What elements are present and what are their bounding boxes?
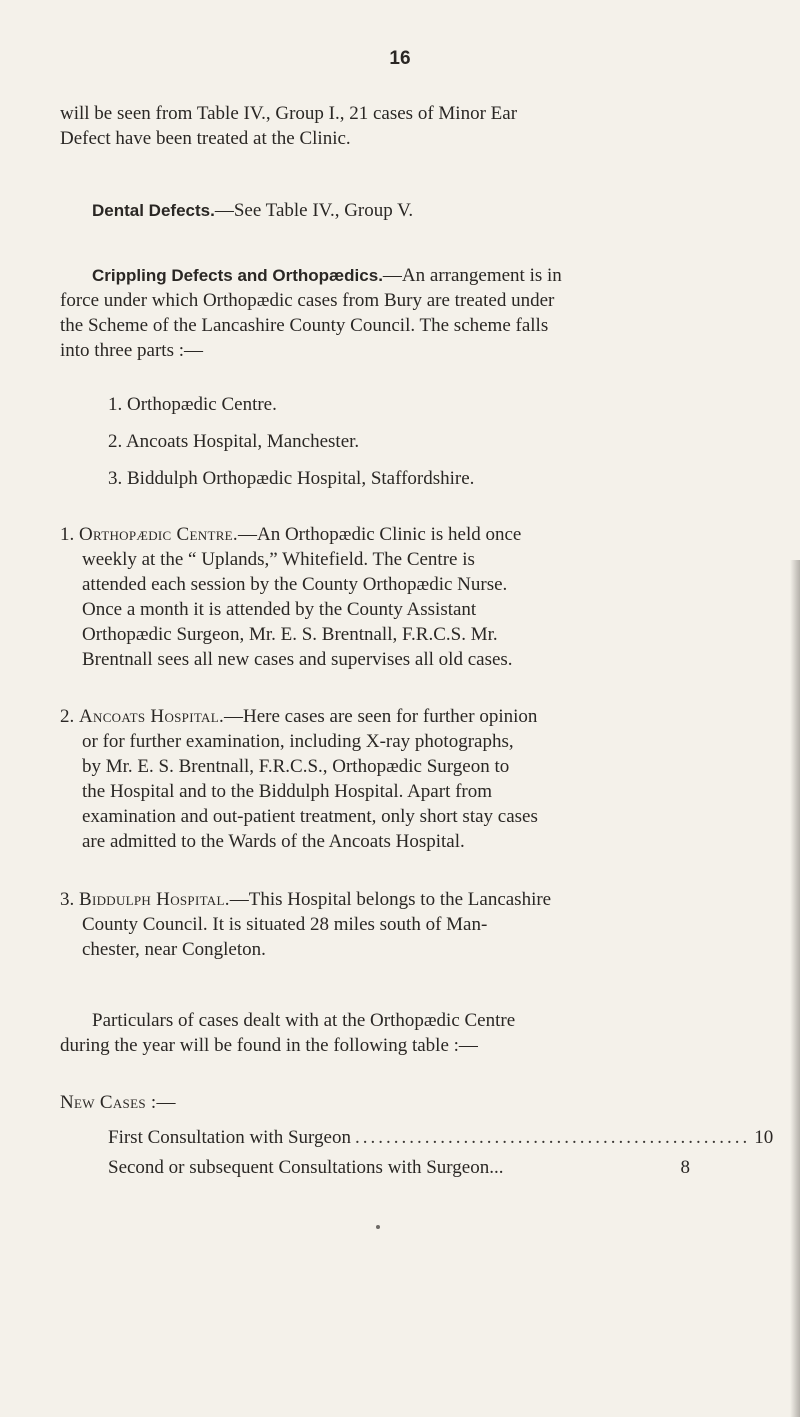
section-1-line-5: Orthopædic Surgeon, Mr. E. S. Brentnall, F.R.C.S. Mr. <box>82 624 498 645</box>
section-3-line-2: County Council. It is situated 28 miles south of Man- <box>82 914 488 935</box>
section-biddulph-hospital <box>60 887 750 962</box>
section-2-line-6: are admitted to the Wards of the Ancoats Hospital. <box>82 831 465 852</box>
section-2-line-5: examination and out-patient treatment, only short stay cases <box>82 806 538 827</box>
intro-line-2: Defect have been treated at the Clinic. <box>60 128 351 149</box>
intro-line-1: will be seen from Table IV., Group I., 21 cases of Minor Ear <box>60 103 518 124</box>
row-value: 8 <box>680 1157 690 1178</box>
section-1-number: 1. <box>60 524 75 545</box>
section-2-title: Ancoats Hospital. <box>79 706 225 727</box>
section-ancoats-hospital <box>60 704 750 854</box>
section-2-line-1: —Here cases are seen for further opinion <box>224 706 538 727</box>
section-3-title: Biddulph Hospital. <box>79 889 230 910</box>
paper-speck <box>376 1225 380 1229</box>
parts-list-item-2: 2. Ancoats Hospital, Manchester. <box>108 431 360 452</box>
intro-paragraph <box>60 101 750 151</box>
new-cases-row-first-consultation <box>108 1125 774 1150</box>
section-1-line-1: —An Orthopædic Clinic is held once <box>237 524 522 545</box>
parts-list-item-1: 1. Orthopædic Centre. <box>108 394 277 415</box>
section-2-line-3: by Mr. E. S. Brentnall, F.R.C.S., Orthopædic Surgeon to <box>82 756 510 777</box>
section-3-line-1: —This Hospital belongs to the Lancashire <box>229 889 552 910</box>
page-number: 16 <box>389 48 411 69</box>
section-1-line-2: weekly at the “ Uplands,” Whitefield. The Centre is <box>82 549 475 570</box>
dental-defects-text: —See Table IV., Group V. <box>214 200 414 221</box>
crippling-line-4: into three parts :— <box>60 340 203 361</box>
particulars-line-1: Particulars of cases dealt with at the Orthopædic Centre <box>92 1010 516 1031</box>
new-cases-heading: New Cases :— <box>60 1092 176 1113</box>
crippling-line-2: force under which Orthopædic cases from Bury are treated under <box>60 290 555 311</box>
section-1-line-4: Once a month it is attended by the County Assistant <box>82 599 477 620</box>
section-2-number: 2. <box>60 706 75 727</box>
section-1-line-3: attended each session by the County Orthopædic Nurse. <box>82 574 508 595</box>
section-2-line-4: the Hospital and to the Biddulph Hospital. Apart from <box>82 781 493 802</box>
section-3-line-3: chester, near Congleton. <box>82 939 266 960</box>
section-orthopaedic-centre <box>60 522 750 672</box>
particulars-paragraph <box>60 1008 750 1058</box>
row-label: Second or subsequent Consultations with Surgeon... <box>108 1157 504 1178</box>
row-value: 10 <box>754 1127 774 1148</box>
page-edge-shadow <box>790 560 800 1417</box>
dot-leader: ................................................... <box>354 1127 751 1148</box>
section-1-title: Orthopædic Centre. <box>79 524 238 545</box>
parts-list-item-3: 3. Biddulph Orthopædic Hospital, Staffordshire. <box>108 468 475 489</box>
row-label: First Consultation with Surgeon <box>108 1127 351 1148</box>
dental-defects-heading: Dental Defects. <box>92 201 215 220</box>
particulars-line-2: during the year will be found in the following table :— <box>60 1035 478 1056</box>
section-3-number: 3. <box>60 889 75 910</box>
crippling-line-3: the Scheme of the Lancashire County Council. The scheme falls <box>60 315 549 336</box>
section-2-line-2: or for further examination, including X-ray photographs, <box>82 731 514 752</box>
dental-defects-paragraph <box>92 198 742 223</box>
crippling-defects-paragraph <box>60 263 750 363</box>
crippling-defects-heading: Crippling Defects and Orthopædics. <box>92 266 383 285</box>
crippling-line-1: —An arrangement is in <box>382 265 562 286</box>
section-1-line-6: Brentnall sees all new cases and supervises all old cases. <box>82 649 513 670</box>
new-cases-row-subsequent-consultations <box>108 1155 690 1180</box>
